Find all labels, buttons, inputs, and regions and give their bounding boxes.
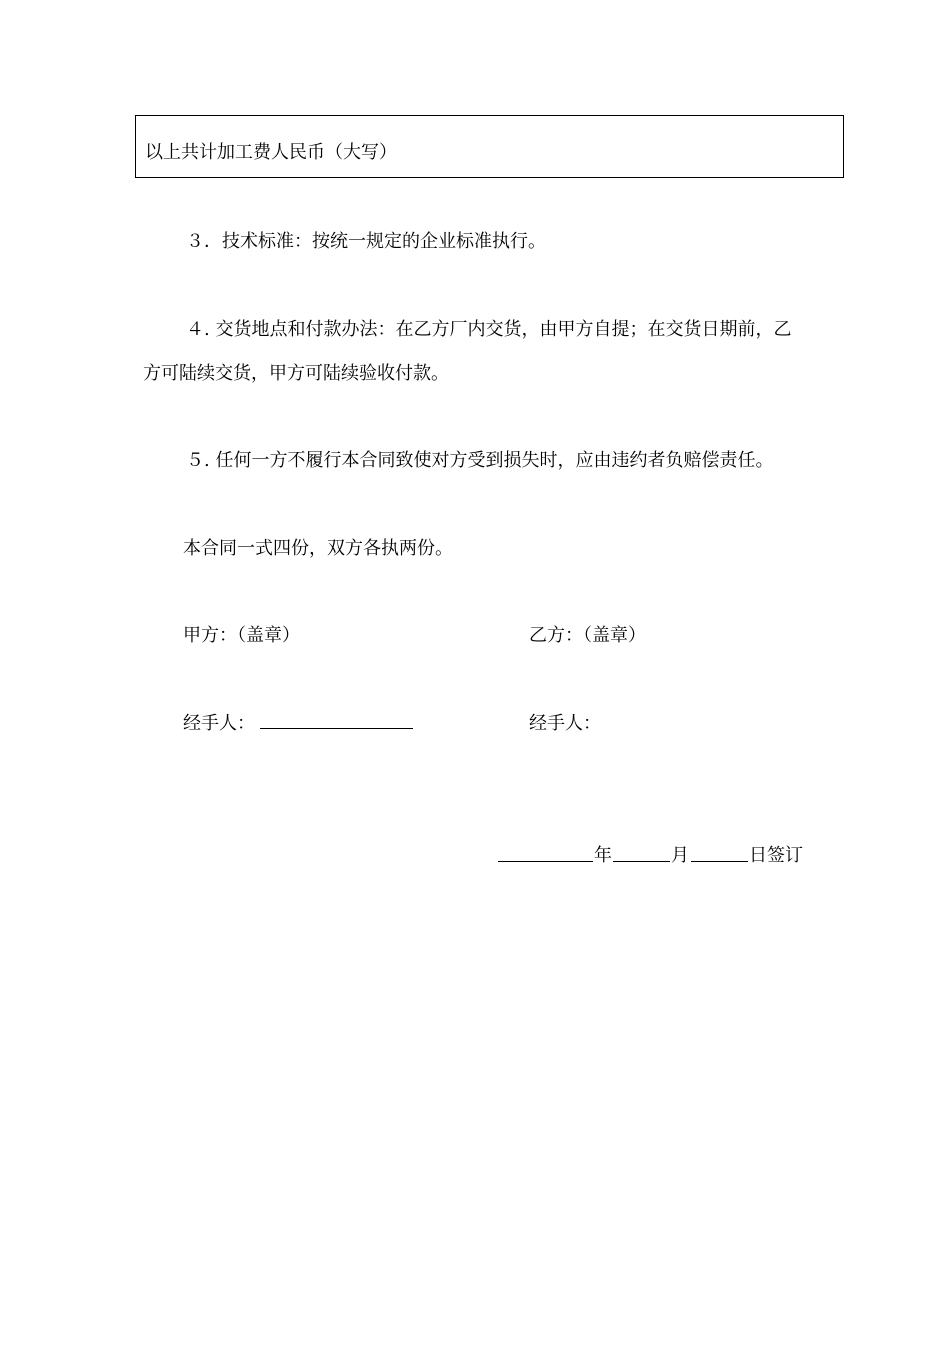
party-a-seal: 甲方：（盖章）	[183, 625, 300, 646]
copies-clause: 本合同一式四份，双方各执两份。	[183, 538, 453, 559]
total-amount-box	[135, 115, 844, 178]
date-year-line[interactable]	[498, 860, 593, 862]
date-day-line[interactable]	[691, 860, 748, 862]
handler-b-label: 经手人：	[529, 713, 601, 734]
party-b-seal: 乙方：（盖章）	[529, 625, 646, 646]
date-month-label: 月	[671, 845, 689, 866]
clause-3: ３．技术标准：按统一规定的企业标准执行。	[186, 231, 546, 252]
handler-a-signature-line[interactable]	[260, 727, 413, 729]
date-year-label: 年	[594, 845, 612, 866]
handler-a-label: 经手人：	[183, 713, 255, 734]
clause-4-line-1: ４. 交货地点和付款办法：在乙方厂内交货，由甲方自提；在交货日期前，乙	[186, 319, 792, 340]
clause-5: ５. 任何一方不履行本合同致使对方受到损失时，应由违约者负赔偿责任。	[186, 450, 774, 471]
clause-4-line-2: 方可陆续交货，甲方可陆续验收付款。	[143, 363, 449, 384]
date-month-line[interactable]	[613, 860, 670, 862]
total-amount-label: 以上共计加工费人民币（大写）	[145, 142, 397, 163]
date-day-signed-label: 日签订	[749, 845, 803, 866]
